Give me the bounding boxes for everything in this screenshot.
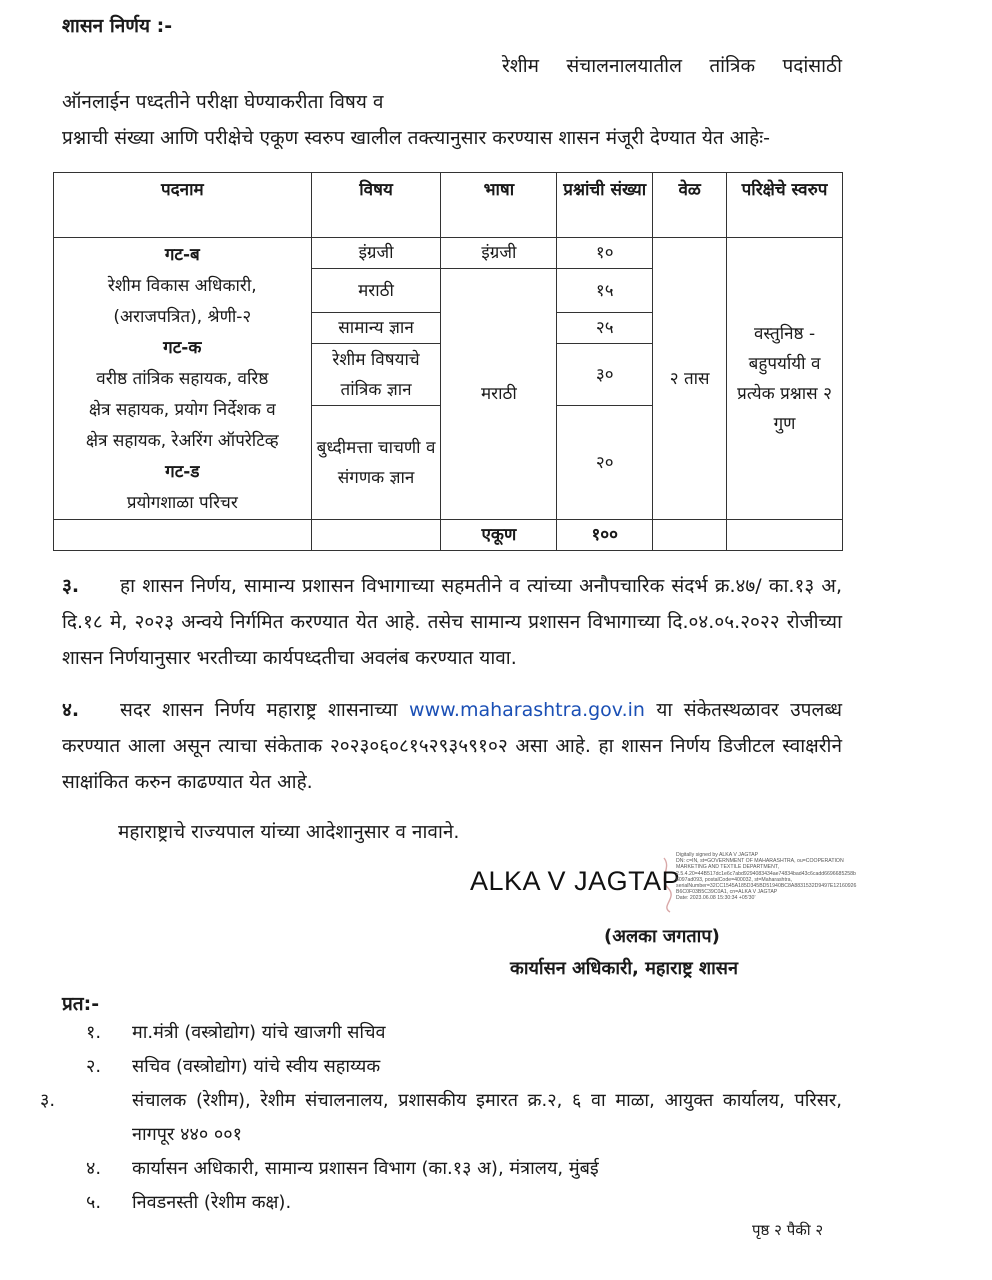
digital-signature: [470, 852, 890, 914]
signature-metadata: [676, 852, 886, 902]
list-item-text: मा.मंत्री (वस्त्रोद्योग) यांचे खाजगी सचिव: [132, 1022, 386, 1043]
questions-cell: १५: [557, 269, 653, 313]
intro-paragraph: [62, 48, 842, 156]
subject-cell: बुध्दीमत्ता चाचणी व संगणक ज्ञान: [311, 406, 441, 520]
table-total-row: [54, 520, 843, 551]
language-marathi-cell: मराठी: [441, 269, 557, 520]
page-number: पृष्ठ २ पैकी २: [752, 1221, 824, 1239]
list-item-text: संचालक (रेशीम), रेशीम संचालनालय, प्रशासकीय इमारत क्र.२, ६ वा माळा, आयुक्त कार्यालय, परिसर, नागपूर ४४० ००१: [132, 1090, 842, 1145]
questions-cell: २०: [557, 406, 653, 520]
header-time: वेळ: [653, 173, 727, 238]
intro-line-1: रेशीम संचालनालयातील तांत्रिक पदांसाठी ऑनलाईन पध्दतीने परीक्षा घेण्याकरीता विषय व: [62, 55, 842, 113]
signature-meta-line: serialNumber=32CC1545A185D345BD51940BC8A8831532D9497E12160926: [676, 883, 857, 890]
signature-meta-line: Date: 2023.06.08 15:30:34 +05'30': [676, 895, 756, 902]
website-link[interactable]: www.maharashtra.gov.in: [409, 699, 645, 721]
section-3: [62, 568, 842, 676]
empty-cell: [727, 520, 843, 551]
exam-table: [53, 172, 843, 551]
list-item-number: २.: [86, 1056, 102, 1077]
group-c-desc-3: क्षेत्र सहायक, रेअरिंग ऑपरेटिव्ह: [85, 431, 279, 451]
section-4: [62, 692, 842, 800]
signature-meta-line: B6C0F03B5C39C0A1, cn=ALKA V JAGTAP: [676, 889, 778, 896]
format-cell: वस्तुनिष्ठ - बहुपर्यायी व प्रत्येक प्रश्नास २ गुण: [727, 238, 843, 520]
list-item: [86, 1016, 842, 1050]
questions-cell: २५: [557, 313, 653, 344]
group-c-label: गट-क: [163, 338, 202, 358]
signature-meta-line: MARKETING AND TEXTILE DEPARTMENT,: [676, 864, 779, 871]
list-item-number: ३.: [40, 1090, 56, 1111]
section-4-text-before: सदर शासन निर्णय महाराष्ट्र शासनाच्या: [120, 699, 398, 721]
group-d-desc-1: प्रयोगशाळा परिचर: [126, 493, 238, 513]
header-format: परिक्षेचे स्वरुप: [727, 173, 843, 238]
subject-cell: मराठी: [311, 269, 441, 313]
table-header-row: [54, 173, 843, 238]
officer-name: (अलका जगताप): [604, 926, 720, 947]
questions-cell: ३०: [557, 344, 653, 406]
officer-title: कार्यासन अधिकारी, महाराष्ट्र शासन: [510, 958, 738, 979]
subject-cell: सामान्य ज्ञान: [311, 313, 441, 344]
signature-meta-line: Digitally signed by ALKA V JAGTAP: [676, 852, 759, 858]
group-b-desc-1: रेशीम विकास अधिकारी,: [107, 276, 257, 296]
header-language: भाषा: [441, 173, 557, 238]
section-3-text: हा शासन निर्णय, सामान्य प्रशासन विभागाच्या सहमतीने व त्यांच्या अनौपचारिक संदर्भ क्र.४७/ का.१३ अ, दि.१८ मे, २०२३ अन्वये निर्गमित करण्यात येत आहे. तसेच सामान्य प्रशासन विभागाच्या दि.०४.०५.२०२२ रोजीच्या शासन निर्णयानुसार भरतीच्या कार्यपध्दतीचा अवलंब करण्यात यावा.: [62, 575, 842, 669]
questions-cell: १०: [557, 238, 653, 269]
group-b-label: गट-ब: [164, 245, 200, 265]
copy-to-label: प्रत:-: [62, 993, 100, 1015]
time-cell: २ तास: [653, 238, 727, 520]
list-item: [40, 1084, 842, 1152]
list-item-text: कार्यासन अधिकारी, सामान्य प्रशासन विभाग (का.१३ अ), मंत्रालय, मुंबई: [132, 1158, 599, 1179]
signature-meta-line: DN: c=IN, st=GOVERNMENT OF MAHARASHTRA, ou=COOPERATION: [676, 858, 844, 865]
section-3-number: ३.: [62, 575, 80, 597]
group-c-desc-1: वरीष्ठ तांत्रिक सहायक, वरिष्ठ: [96, 369, 269, 389]
header-subject: विषय: [311, 173, 441, 238]
header-post: पदनाम: [54, 173, 312, 238]
group-b-desc-2: (अराजपत्रित), श्रेणी-२: [113, 307, 252, 327]
language-english-cell: इंग्रजी: [441, 238, 557, 269]
group-c-desc-2: क्षेत्र सहायक, प्रयोग निर्देशक व: [88, 400, 276, 420]
list-item: [86, 1152, 842, 1186]
table-row: [54, 238, 843, 269]
list-item-text: निवडनस्ती (रेशीम कक्ष).: [132, 1192, 292, 1213]
total-label: एकूण: [441, 520, 557, 551]
list-item-number: ५.: [86, 1192, 102, 1213]
post-cell: [54, 238, 312, 520]
group-d-label: गट-ड: [165, 462, 200, 482]
closing-line: महाराष्ट्राचे राज्यपाल यांच्या आदेशानुसार व नावाने.: [118, 821, 460, 843]
signature-meta-line: 6097ad093, postalCode=400032, st=Maharashtra,: [676, 876, 792, 883]
empty-cell: [653, 520, 727, 551]
header-questions: प्रश्नांची संख्या: [557, 173, 653, 238]
subject-cell: इंग्रजी: [311, 238, 441, 269]
list-item-text: सचिव (वस्त्रोद्योग) यांचे स्वीय सहाय्यक: [132, 1056, 381, 1077]
order-heading: शासन निर्णय :-: [62, 15, 173, 37]
list-item: [86, 1186, 842, 1220]
list-item: [86, 1050, 842, 1084]
subject-cell: रेशीम विषयाचे तांत्रिक ज्ञान: [311, 344, 441, 406]
empty-cell: [54, 520, 312, 551]
intro-line-rest: प्रश्नाची संख्या आणि परीक्षेचे एकूण स्वरुप खालील तक्त्यानुसार करण्यास शासन मंजूरी देण्यात येत आहेः-: [62, 127, 770, 149]
list-item-number: १.: [86, 1022, 102, 1043]
signature-meta-line: 2.5.4.20=44B517dc1e6c7abd9294083434ae74834bad43c6cadd6696685258b: [676, 870, 856, 877]
empty-cell: [311, 520, 441, 551]
section-4-text-after: या संकेतस्थळावर उपलब्ध करण्यात आला असून त्याचा संकेताक २०२३०६०८१५२९३५९१०२ असा आहे. हा शासन निर्णय डिजीटल स्वाक्षरीने साक्षांकित करुन काढण्यात येत आहे.: [62, 699, 842, 793]
copy-to-list: [40, 1016, 842, 1220]
signer-name: ALKA V JAGTAP: [470, 866, 681, 896]
total-value: १००: [557, 520, 653, 551]
section-4-number: ४.: [62, 699, 80, 721]
list-item-number: ४.: [86, 1158, 102, 1179]
